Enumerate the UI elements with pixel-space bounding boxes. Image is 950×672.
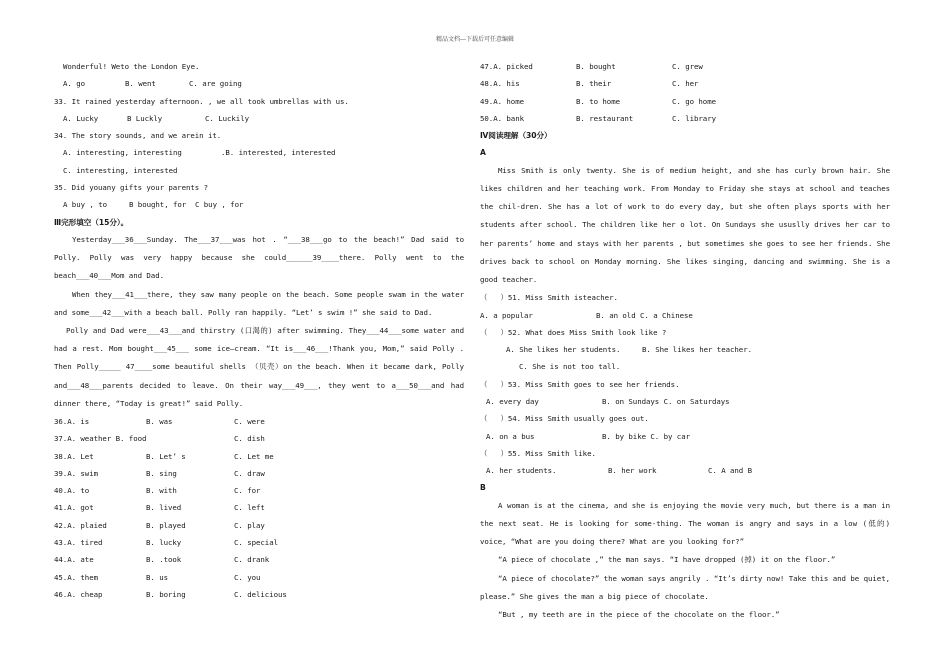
option-row: 45.A. them B. us C. you <box>54 569 464 586</box>
q32-option-b: B. went <box>125 79 156 89</box>
q51-text: （ ）51. Miss Smith isteacher. <box>480 293 618 303</box>
option-b: B. Let’ s <box>146 451 186 461</box>
q52-option-b: B. She likes her teacher. <box>642 345 752 355</box>
section-4-heading: Ⅳ阅读理解（30分） <box>480 131 552 141</box>
q54-option-a: A. on a bus <box>486 431 535 441</box>
cloze-options-list-continued <box>480 58 890 127</box>
q52-option-a: A. She likes her students. <box>506 345 621 355</box>
q53-option-bc: B. on Sundays C. on Saturdays <box>602 396 730 406</box>
cloze-paragraph-2: When they___41___there, they saw many people on the beach. Some people swam in the water and some___42___with a beach ball. Polly ran happily. “Let’ s swim !” she said to Dad. <box>54 289 464 317</box>
page-header: 精品文档---下载后可任意编辑 <box>435 36 515 43</box>
q55-option-c: C. A and B <box>708 466 752 476</box>
q33-text: 33. It rained yesterday afternoon. , we all took umbrellas with us. <box>54 96 349 106</box>
option-b: B. sing <box>146 468 177 478</box>
option-a: 47.A. picked <box>480 62 533 71</box>
q52-options-ab <box>480 341 890 358</box>
option-row: 36.A. is B. was C. were <box>54 413 464 430</box>
option-a: 36.A. is <box>54 417 90 426</box>
passage-b-paragraph-2: “A piece of chocolate ,” the man says. “I have dropped (掉) it on the floor.” <box>498 555 836 565</box>
option-a: 42.A. plaied <box>54 520 107 530</box>
option-b: B. played <box>146 520 186 530</box>
passage-a-label: A <box>480 148 486 158</box>
q53-text: （ ）53. Miss Smith goes to see her friends. <box>480 379 680 389</box>
option-b: B. with <box>146 486 177 496</box>
passage-b-paragraph-4: “But , my teeth are in the piece of the chocolate on the floor.” <box>498 609 780 619</box>
passage-b-paragraph-3: “A piece of chocolate?” the woman says angrily . “It’s dirty now! Take this and be quiet, please.” She gives the man a big piece of chocolate. <box>480 573 890 601</box>
option-b: B. their <box>576 79 612 89</box>
q32-text: Wonderful! Weto the London Eye. <box>63 62 200 71</box>
option-row: 50.A. bank B. restaurant C. library <box>480 110 890 127</box>
option-row: 46.A. cheap B. boring C. delicious <box>54 586 464 603</box>
option-b: B. boring <box>146 589 186 599</box>
q55-options <box>480 462 890 479</box>
q51-option-bc: B. an old C. a Chinese <box>596 310 693 320</box>
q33-option-c: C. Luckily <box>205 113 249 123</box>
q54-options <box>480 428 890 445</box>
option-b: B. lived <box>146 503 182 513</box>
q54-text: （ ）54. Miss Smith usually goes out. <box>480 414 649 424</box>
q33-option-b: B Luckly <box>127 113 163 123</box>
option-row: 43.A. tired B. lucky C. special <box>54 534 464 551</box>
q34-option-a: A. interesting, interesting <box>63 148 182 158</box>
q32-option-c: C. are going <box>189 79 242 89</box>
option-a: 46.A. cheap <box>54 589 103 599</box>
option-a: 39.A. swim <box>54 468 98 478</box>
passage-b-paragraph-1: A woman is at the cinema, and she is enjoying the movie very much, but there is a man in the next seat. He is looking for some-thing. The woman is angry and says in a low (低的) voice, “What are you doing there? What are you looking for?” <box>480 500 890 547</box>
option-b: B. bought <box>576 62 616 71</box>
q34-option-b: .B. interested, interested <box>221 148 336 158</box>
left-column <box>54 58 464 603</box>
option-row: 39.A. swim B. sing C. draw <box>54 465 464 482</box>
option-row: 47.A. picked B. bought C. grew <box>480 58 890 75</box>
option-b: B. to home <box>576 96 620 106</box>
option-row: 42.A. plaied B. played C. play <box>54 517 464 534</box>
option-b: B. .took <box>146 555 182 565</box>
passage-b-label: B <box>480 483 486 493</box>
q51-option-a: A. a popular <box>480 310 533 320</box>
q32-option-a: A. go <box>63 79 85 89</box>
option-b: B. was <box>146 417 173 426</box>
option-b: B. us <box>146 572 168 582</box>
option-a: 44.A. ate <box>54 555 94 565</box>
q34-text: 34. The story sounds, and we arein it. <box>54 131 222 141</box>
option-a: 50.A. bank <box>480 113 524 123</box>
q33-options <box>54 110 464 127</box>
passage-a: Miss Smith is only twenty. She is of medium height, and she has curly brown hair. She likes children and her teaching work. From Monday to Friday she stays at school and teaches the chil-dren. She has a lot of work to do every day, but she often plays sports with her students after school. The children like her o lot. On Sundays she ususlly drives her car to her parents’ home and stays with her parents , but sometimes she goes to see her friends. She drives back to school on Monday morning. She likes singing, dancing and swimming. She is a good teacher. <box>480 165 890 284</box>
q35-text: 35. Did youany gifts your parents ? <box>54 183 208 193</box>
option-a: 48.A. his <box>480 79 520 89</box>
section-3-heading: Ⅲ完形填空（15分）。 <box>54 217 129 227</box>
option-row: 40.A. to B. with C. for <box>54 482 464 499</box>
option-row: 44.A. ate B. .took C. drank <box>54 551 464 568</box>
option-a: 38.A. Let <box>54 451 94 461</box>
q35-options: A buy , to B bought, for C buy , for <box>63 200 244 210</box>
q33-option-a: A. Lucky <box>63 113 99 123</box>
q55-text: （ ）55. Miss Smith like. <box>480 448 596 458</box>
option-a: 41.A. got <box>54 503 94 513</box>
option-a: 43.A. tired <box>54 538 103 548</box>
option-b: B. restaurant <box>576 113 634 123</box>
q32-options <box>54 75 464 92</box>
cloze-paragraph-3: Polly and Dad were___43___and thirstry (口渴的) after swimming. They___44___some water and had a rest. Mom bought___45___ some ice—cream. “It is___46___!Thank you, Mom,” said Polly . Then Polly_____ 47____some beautiful shells （贝壳）on the beach. When it became dark, Polly and___48___parents decided to leave. On their way___49___, they went to a___50___and had dinner there, “Today is great!” said Polly. <box>54 325 464 408</box>
q34-options-ab <box>54 144 464 161</box>
q51-options <box>480 307 890 324</box>
q52-text: （ ）52. What does Miss Smith look like ? <box>480 327 667 337</box>
option-b: B. lucky <box>146 538 182 548</box>
q52-option-c: C. She is not too tall. <box>519 362 621 372</box>
option-a: 45.A. them <box>54 572 98 582</box>
q53-option-a: A. every day <box>486 396 539 406</box>
q55-option-a: A. her students. <box>486 466 557 476</box>
right-column <box>480 58 890 624</box>
option-row: 38.A. Let B. Let’ s C. Let me <box>54 448 464 465</box>
option-b <box>146 430 234 447</box>
q53-options <box>480 393 890 410</box>
option-row: 37.A. weather B. food C. dish <box>54 430 464 447</box>
option-a: 37.A. weather B. food <box>54 434 147 444</box>
q54-option-bc: B. by bike C. by car <box>602 431 690 441</box>
option-a: 40.A. to <box>54 486 90 496</box>
q34-option-c: C. interesting, interested <box>63 165 178 175</box>
option-row: 41.A. got B. lived C. left <box>54 499 464 516</box>
option-row: 49.A. home B. to home C. go home <box>480 93 890 110</box>
q55-option-b: B. her work <box>608 466 657 476</box>
cloze-options-list <box>54 413 464 603</box>
cloze-paragraph-1: Yesterday___36___Sunday. The___37___was hot . “___38___go to the beach!” Dad said to Polly. Polly was very happy because she could______39____there. Polly went to the beach___40___Mom and Dad. <box>54 234 464 281</box>
option-row: 48.A. his B. their C. her <box>480 75 890 92</box>
option-a: 49.A. home <box>480 96 524 106</box>
